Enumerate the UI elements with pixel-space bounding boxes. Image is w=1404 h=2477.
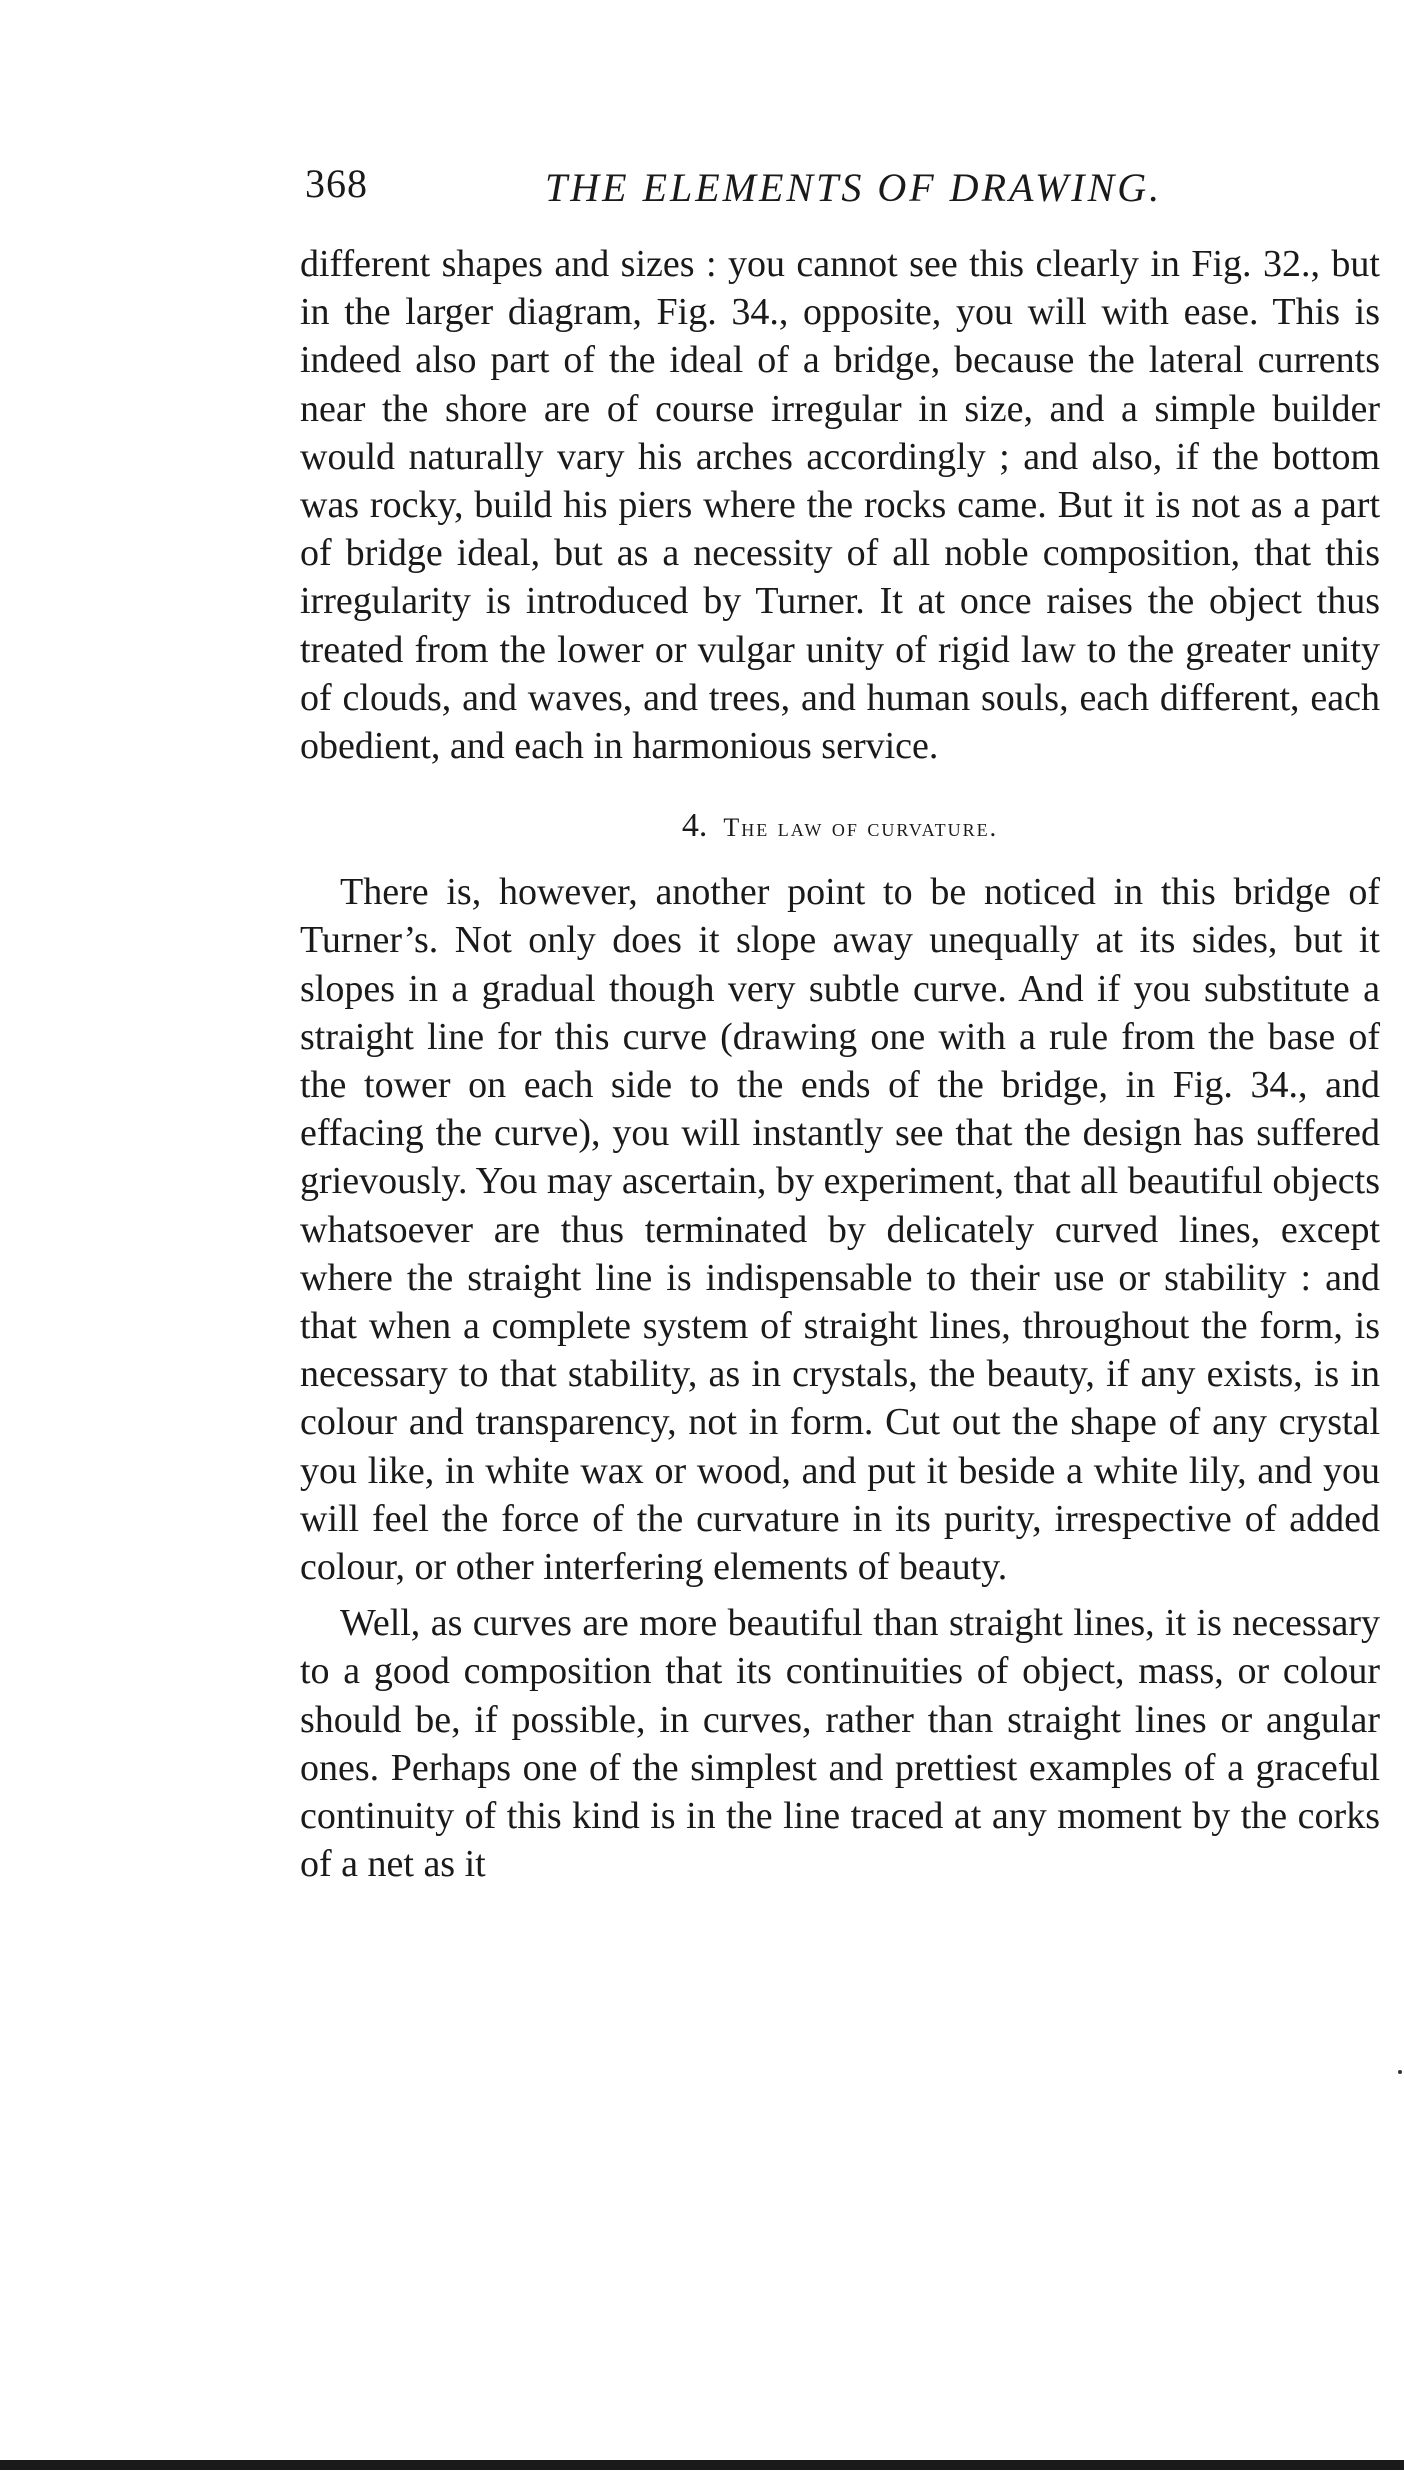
paragraph-curvature-1: There is, however, another point to be noticed in this bridge of Turner’s. Not only does it slope away unequally at its sides, but it slopes in a gradual though very subtle curve. And if you substitute a straight line for this curve (drawing one with a rule from the base of the tower on each side to the ends of the bridge, in Fig. 34., and effacing the curve), you will instantly see that the design has suffered grievously. You may ascertain, by experiment, that all beautiful objects whatsoever are thus terminated by delicately curved lines, except where the straight line is indispensable to their use or stability : and that when a complete system of straight lines, throughout the form, is necessary to that stability, as in crystals, the beauty, if any exists, is in colour and transparency, not in form. Cut out the shape of any crystal you like, in white wax or wood, and put it beside a white lily, and you will feel the force of the curvature in its purity, irrespective of added colour, or other interfering elements of beauty.	[300, 871, 1380, 1589]
section-title: The law of curvature.	[723, 813, 999, 843]
running-title: THE ELEMENTS OF DRAWING.	[545, 165, 1163, 210]
paragraph-curvature-2: Well, as curves are more beautiful than straight lines, it is necessary to a good composition that its continuities of object, mass, or colour should be, if possible, in curves, rather than straight lines or angular ones. Perhaps one of the simplest and prettiest examples of a graceful continuity of this kind is in the line traced at any moment by the corks of a net as it	[300, 1602, 1380, 1886]
margin-speck	[1398, 2070, 1402, 2074]
scan-edge-rule	[0, 2460, 1404, 2470]
paragraph-continuation: different shapes and sizes : you cannot see this clearly in Fig. 32., but in the larger diagram, Fig. 34., opposite, you will with ease. This is indeed also part of the ideal of a bridge, because the lateral currents near the shore are of course irregular in size, and a simple builder would naturally vary his arches accordingly ; and also, if the bottom was rocky, build his piers where the rocks came. But it is not as a part of bridge ideal, but as a necessity of all noble composition, that this irregularity is introduced by Turner. It at once raises the object thus treated from the lower or vulgar unity of rigid law to the greater unity of clouds, and waves, and trees, and human souls, each different, each obedient, and each in harmonious service.	[300, 243, 1380, 768]
page-number: 368	[305, 161, 368, 206]
section-heading	[300, 806, 1380, 848]
body-text	[300, 240, 1380, 1889]
page-header	[305, 160, 1385, 220]
section-number: 4.	[681, 807, 708, 845]
